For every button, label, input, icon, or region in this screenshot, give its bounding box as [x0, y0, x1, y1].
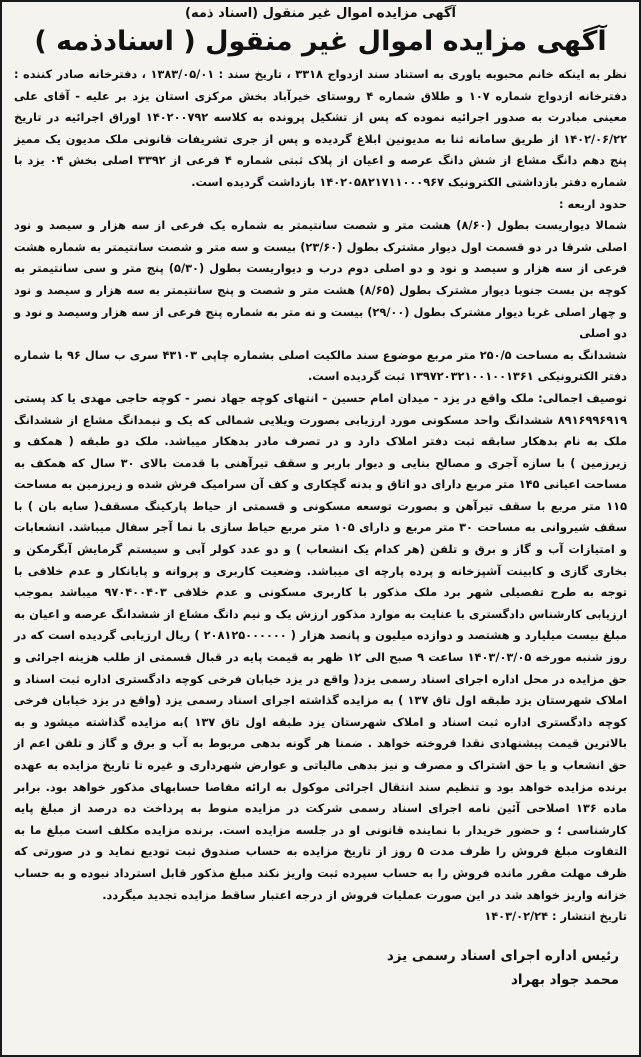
signature-block: [14, 944, 627, 992]
boundaries-paragraph: شمالا دیواریست بطول (۸/۶۰) هشت متر و شصت سانتیمتر به شماره یک فرعی از سه هزار و سیصد و نود اصلی شرقا در دو قسمت اول دیوار مشترک بطول (۲۳/۶۰) بیست و سه متر و شصت سانتیمتر به شماره هشت فرعی از سه هزار و سیصد و نود و دو اصلی دوم درب و دیواریست بطول (۵/۳۰) پنج متر و سی سانتیمتر به کوچه بن بست جنوبا دیوار مشترک بطول (۸/۶۵) هشت متر و شصت و پنج سانتیمتر به سه هزار و سیصد و نود و چهار اصلی غربا دیوار مشترک بطول (۲۹/۰۰) بیست و نه متر به شماره پنج فرعی از سه هزار وسیصد و نود و دو اصلی: [14, 218, 627, 341]
signature-office: رئیس اداره اجرای اسناد رسمی یزد: [386, 947, 619, 964]
publish-date: تاریخ انتشار : ۱۴۰۳/۰۲/۲۴: [484, 909, 627, 924]
area-paragraph: ششدانگ به مساحت ۲۵۰/۵ متر مربع موضوع سند مالکیت اصلی بشماره چاپی ۴۳۱۰۳ سری ب سال ۹۶ با شماره دفتر الکترونیکی ۱۳۹۷۲۰۳۲۱۰۰۱۰۰۱۳۶۱ ثبت گردیده است.: [14, 347, 628, 384]
intro-paragraph: نظر به اینکه خانم محبوبه یاوری به استناد سند ازدواج ۳۳۱۸ ، تاریخ سند : ۱۳۸۳/۰۵/۰۱ ، دفترخانه صادر کننده : دفترخانه ازدواج شماره ۱۰۷ و طلاق شماره ۴ روستای خیرآباد بخش مرکزی استان یزد بر علیه - آقای علی معینی مبادرت به صدور اجرائیه نموده که پس از تشکیل پرونده به کلاسه ۱۴۰۲۰۰۷۹۲ اوراق اجرائیه در تاریخ ۱۴۰۲/۰۶/۲۲ از طریق سامانه ثنا به مدیونین ابلاغ گردیده و پس از جری تشریفات قانونی ملک مدیون یک ممیز پنج دهم دانگ مشاع از شش دانگ عرصه و اعیان از پلاک ثبتی شماره ۴ فرعی از ۳۳۹۲ اصلی بخش ۰۴ یزد با شماره دفتر بازداشتی الکترونیک ۱۴۰۲۰۵۸۲۱۷۱۱۰۰۰۹۶۷ بازداشت گردیده است.: [14, 67, 627, 189]
description-paragraph: توصیف اجمالی: ملک واقع در یزد - میدان امام حسین - انتهای کوچه جهاد نصر - کوچه حاجی مهدی یا کد پستی ۸۹۱۶۹۹۶۹۱۹ ششدانگ واحد مسکونی مورد ارزیابی بصورت ویلایی شمالی که یک و نیمدانگ مشاع از ششدانگ ملک به نام بدهکار سابقه ثبت دفتر املاک دارد و در تصرف مادر بدهکار میباشد. ملک دو طبقه ( همکف و زیرزمین ) با سازه آجری و مصالح بنایی و دیوار باربر و سقف تیرآهنی با قدمت بالای ۳۰ سال که همکف به مساحت اعیانی ۱۴۵ متر مربع دارای دو اتاق و بدنه گچکاری و کف آن سرامیک فرش شده و زیرزمین به مساحت ۱۱۵ متر مربع با سقف تیرآهن و بصورت توسعه مسکونی و قسمتی از حیاط پارکینگ مسقف( سایه بان ) با سقف شیروانی به مساحت ۳۰ متر مربع و دارای ۱۰۵ متر مربع حیاط سازی با نما آجر سفال میباشد. انشعابات و امتیازات آب و گاز و برق و تلفن (هر کدام یک انشعاب ) و دو عدد کولر آبی و سیستم گرمایش آبگرمکن و بخاری گازی و کابینت آشپزخانه و پرده پارچه ای میباشد. وضعیت کاربری و پروانه و پایانکار و عدم خلافی با توجه به طرح تفصیلی شهر برد ملک مذکور با کاربری مسکونی و عدم خلافی ۹۷۰۴۰۰۴۰۳ میباشد بموجب ارزیابی کارشناس دادگستری با عنایت به موارد مذکور ارزش یک و نیم دانگ مشاع از ششدانگ عرصه و اعیان به مبلغ بیست میلیارد و هشتصد و دوازده میلیون و پانصد هزار ( ۲۰۸۱۲۵۰۰۰۰۰۰ ) ریال ارزیابی گردیده است که در روز شنبه مورخه ۱۴۰۳/۰۳/۰۵ ساعت ۹ صبح الی ۱۲ ظهر به قیمت پایه در قبال قسمتی از طلب هزینه اجرائی و حق مزایده در محل اداره اجرای اسناد رسمی یزد( واقع در یزد خیابان فرخی کوچه دادگستری اداره ثبت اسناد و املاک شهرستان یزد طبقه اول تاق ۱۳۷ ) به مزایده گذاشته اجرای اسناد رسمی یزد (واقع در یزد خیابان فرخی کوچه دادگستری اداره ثبت اسناد و املاک شهرستان یزد طبقه اول تاق ۱۳۷ )به مزایده گذاشته میشود و به بالاترین قیمت پیشنهادی نقدا فروخته خواهد . ضمنا هر گونه بدهی مربوط به آب و برق و گاز و تلفن اعم از حق انشعاب و یا حق اشتراک و مصرف و نیز بدهی مالیاتی و عوارض شهرداری و غیره تا تاریخ مزایده به عهده برنده مزایده خواهد بود و تنظیم سند انتقال اجرائی موکول به ارائه مفاصا حسابهای مذکور خواهد بود. برابر ماده ۱۳۶ اصلاحی آئین نامه اجرای اسناد رسمی شرکت در مزایده منوط به پرداخت ده درصد از مبلغ پایه کارشناسی ؛ و حضور خریدار با نماینده قانونی او در جلسه مزایده است. برنده مزایده مکلف است مبلغ ما به التفاوت مبلغ فروش را ظرف مدت ۵ روز از تاریخ مزایده به حساب صندوق ثبت تودیع نماید و در صورتی که ظرف مهلت مقرر مانده فروش را به حساب سپرده ثبت واریز نکند مبلغ مذکور قابل استرداد نبوده و به حساب خزانه واریز خواهد شد در این صورت عملیات فروش از درجه اعتبار ساقط مزایده تجدید میگردد.: [14, 390, 628, 902]
notice-title: آگهی مزایده اموال غیر منقول ( اسنادذمه ): [34, 26, 607, 57]
notice-body: [14, 64, 627, 928]
notice-kicker: آگهی مزایده اموال غیر منقول (اسناد ذمه): [185, 6, 456, 21]
boundaries-heading: حدود اربعه :: [559, 196, 627, 211]
signature-name: محمد جواد بهراد: [510, 971, 619, 988]
